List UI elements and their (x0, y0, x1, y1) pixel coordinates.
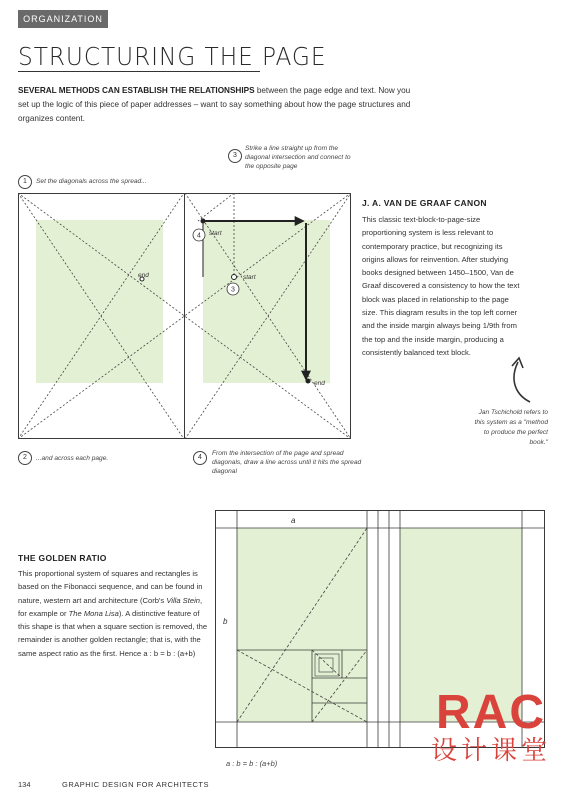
golden-body: This proportional system of squares and rectangles is based on the Fibonacci sequence, and can be found in nature, western art and architecture (Corb's Villa Stein, for example or The Mona Lisa). A distinctive feature of this shape is that when a square section is removed, the remainder is another golden rectangle; that is, with the same aspect ratio as the first. Hence a : b = b : (a+b) (18, 569, 208, 658)
label-start-mid: start (243, 274, 256, 281)
step-3-caption: Strike a line straight up from the diagonal intersection and connect to the opposite page (245, 145, 351, 170)
step-2-marker: 2 (18, 451, 32, 465)
watermark-chinese: 设计课堂 (430, 736, 551, 766)
golden-formula: a : b = b : (a+b) (226, 759, 278, 768)
title-underline (18, 71, 260, 72)
intro-text: between the page edge and text. Now you set up the logic of this piece of paper addresses – want to say something about how the page structures and organizes content. (18, 86, 411, 123)
van-de-graaf-diagram (18, 193, 351, 439)
tschichold-note: Jan Tschichold refers to this system as a "method to produce the perfect book." (474, 409, 548, 446)
text-block-left (36, 220, 163, 383)
page-title: STRUCTURING THE PAGE (18, 42, 327, 71)
label-start-top: start (209, 230, 222, 237)
canon-heading: J. A. VAN DE GRAAF CANON (362, 198, 487, 208)
book-title: GRAPHIC DESIGN FOR ARCHITECTS (62, 780, 210, 789)
step-4-caption: From the intersection of the page and spread diagonals, draw a line across until it hits the spread diagonal (212, 450, 362, 475)
page-number: 134 (18, 780, 31, 789)
label-a: a (291, 516, 296, 525)
connector-guide (198, 193, 234, 221)
section-tag: ORGANIZATION (18, 10, 108, 28)
watermark-rac: RAC (435, 686, 546, 739)
text-block-right (203, 220, 330, 383)
curved-arrow-icon (500, 356, 540, 406)
step-1-marker: 1 (18, 175, 32, 189)
label-end-left: end (138, 272, 149, 279)
label-b: b (223, 617, 228, 626)
canon-body: This classic text-block-to-page-size proportioning system is less relevant to contemporary practice, but recognizing its origins allows for reinvention. After studying books designed between 1450–1500, Van de Graaf discovered a consistency to how the text block was placed in relationship to the page size. This diagram results in the top left corner and the inside margin always being 1/9th from the top and the inside margin, producing a consistently balanced text block. (362, 215, 520, 357)
step-2-caption: ...and across each page. (36, 455, 109, 462)
intro-lead: SEVERAL METHODS CAN ESTABLISH THE RELATIONSHIPS (18, 86, 255, 95)
watermark-logo (430, 686, 551, 766)
label-end-bottom: end (314, 380, 325, 387)
step-3-marker: 3 (228, 149, 242, 163)
intro-paragraph (18, 84, 418, 126)
step-1-caption: Set the diagonals across the spread... (36, 178, 147, 185)
golden-heading: THE GOLDEN RATIO (18, 553, 107, 563)
inner-marker-4: 4 (197, 232, 201, 240)
inner-marker-3: 3 (231, 286, 235, 294)
step-4-marker: 4 (193, 451, 207, 465)
